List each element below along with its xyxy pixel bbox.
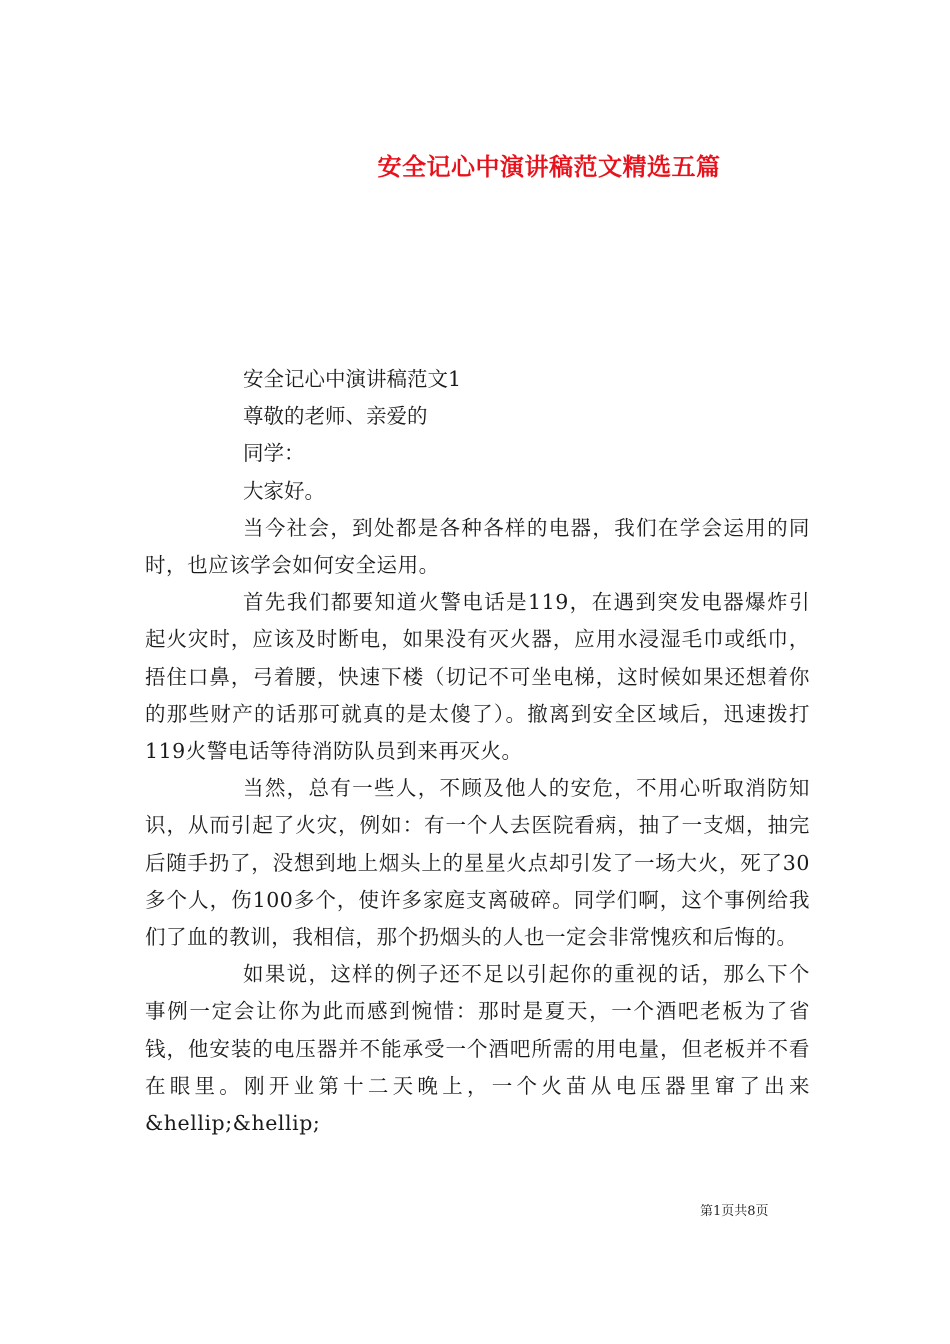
body-paragraph-4: 如果说，这样的例子还不足以引起你的重视的话，那么下个事例一定会让你为此而感到惋惜：那时是夏天，一个酒吧老板为了省钱，他安装的电压器并不能承受一个酒吧所需的用电量，但老板并不看在眼里。刚开业第十二天晚上，一个火苗从电压器里窜了出来&hellip;&hellip; bbox=[145, 962, 810, 1136]
body-paragraph-2: 首先我们都要知道火警电话是119，在遇到突发电器爆炸引起火灾时，应该及时断电，如果没有灭火器，应用水浸湿毛巾或纸巾，捂住口鼻，弓着腰，快速下楼（切记不可坐电梯，这时候如果还想着你的那些财产的话那可就真的是太傻了）。撤离到安全区域后，迅速拨打119火警电话等待消防队员到来再灭火。 bbox=[145, 590, 810, 764]
body-paragraph-1: 当今社会，到处都是各种各样的电器，我们在学会运用的同时，也应该学会如何安全运用。 bbox=[145, 515, 810, 578]
salutation-line-1: 尊敬的老师、亲爱的 bbox=[243, 404, 428, 429]
page-indicator: 第1页共8页 bbox=[700, 1204, 769, 1219]
document-body bbox=[145, 361, 810, 1142]
salutation-line-2: 同学： bbox=[243, 441, 305, 466]
body-paragraph-3: 当然，总有一些人，不顾及他人的安危，不用心听取消防知识，从而引起了火灾，例如：有一个人去医院看病，抽了一支烟，抽完后随手扔了，没想到地上烟头上的星星火点却引发了一场大火，死了30多个人，伤100多个，使许多家庭支离破碎。同学们啊，这个事例给我们了血的教训，我相信，那个扔烟头的人也一定会非常愧疚和后悔的。 bbox=[145, 776, 810, 950]
document-title: 安全记心中演讲稿范文精选五篇 bbox=[377, 152, 721, 182]
section-heading: 安全记心中演讲稿范文1 bbox=[243, 367, 462, 391]
greeting: 大家好。 bbox=[243, 478, 325, 503]
